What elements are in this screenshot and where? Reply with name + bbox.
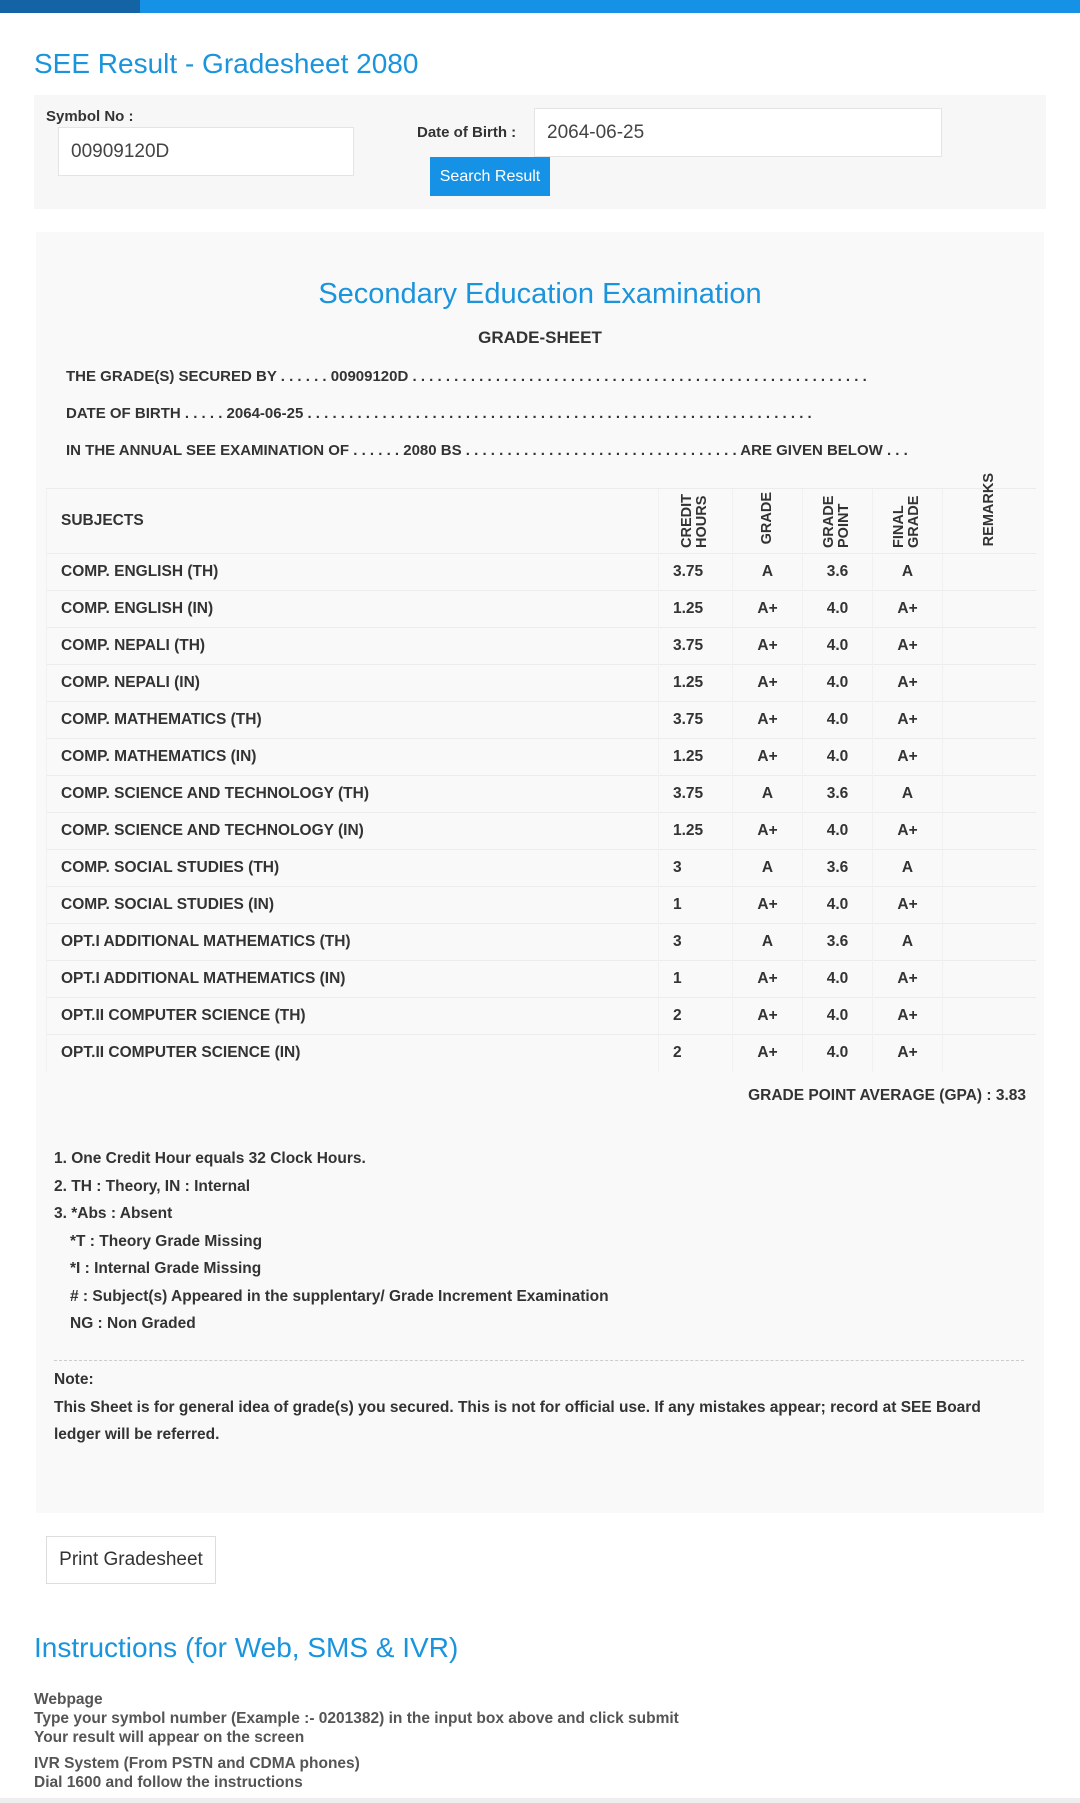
table-row	[47, 924, 1037, 961]
cell-subject: COMP. SOCIAL STUDIES (TH)	[47, 850, 659, 887]
search-result-button[interactable]: Search Result	[430, 157, 550, 196]
cell-credit-hours: 3	[659, 850, 733, 887]
cell-grade-point: 4.0	[803, 665, 873, 702]
cell-grade: A	[733, 924, 803, 961]
dob-label: Date of Birth :	[417, 124, 517, 141]
ivr-step-1: Dial 1600 and follow the instructions	[34, 1774, 303, 1791]
cell-grade: A+	[733, 887, 803, 924]
web-title: Webpage	[34, 1691, 103, 1708]
legend-item: NG : Non Graded	[70, 1315, 196, 1332]
gradesheet-subheading: GRADE-SHEET	[478, 328, 602, 347]
cell-final-grade: A	[873, 924, 943, 961]
cell-subject: COMP. MATHEMATICS (IN)	[47, 739, 659, 776]
bottom-bar	[0, 1798, 1080, 1803]
cell-grade-point: 4.0	[803, 998, 873, 1035]
cell-remarks	[943, 850, 1037, 887]
cell-credit-hours: 1	[659, 887, 733, 924]
cell-final-grade: A+	[873, 813, 943, 850]
instructions-title: Instructions (for Web, SMS & IVR)	[34, 1632, 459, 1663]
cell-remarks	[943, 739, 1037, 776]
col-grade: GRADE	[733, 489, 803, 554]
legend-item: *T : Theory Grade Missing	[70, 1232, 263, 1250]
cell-grade-point: 4.0	[803, 813, 873, 850]
cell-grade: A	[733, 554, 803, 591]
cell-remarks	[943, 591, 1037, 628]
cell-subject: COMP. MATHEMATICS (TH)	[47, 702, 659, 739]
cell-credit-hours: 3.75	[659, 628, 733, 665]
cell-final-grade: A+	[873, 1035, 943, 1072]
cell-final-grade: A	[873, 850, 943, 887]
cell-grade-point: 4.0	[803, 628, 873, 665]
dob-line: DATE OF BIRTH . . . . . 2064-06-25 . . . . . . . . . . . . . . . . . . . . . . . . . . . . . . . . . . . . . . . . . . . . . . . . . . . . . . . . . . . . .	[66, 405, 812, 422]
cell-subject: OPT.I ADDITIONAL MATHEMATICS (TH)	[47, 924, 659, 961]
col-grade-point: GRADE POINT	[803, 489, 873, 554]
cell-grade: A	[733, 850, 803, 887]
cell-grade: A	[733, 776, 803, 813]
cell-grade: A+	[733, 702, 803, 739]
cell-grade: A+	[733, 739, 803, 776]
cell-remarks	[943, 1035, 1037, 1072]
cell-remarks	[943, 998, 1037, 1035]
cell-grade: A+	[733, 813, 803, 850]
cell-grade-point: 3.6	[803, 924, 873, 961]
cell-credit-hours: 1.25	[659, 739, 733, 776]
cell-subject: COMP. SCIENCE AND TECHNOLOGY (IN)	[47, 813, 659, 850]
cell-remarks	[943, 554, 1037, 591]
table-row	[47, 554, 1037, 591]
cell-final-grade: A+	[873, 591, 943, 628]
col-final-grade: FINAL GRADE	[873, 489, 943, 554]
cell-grade: A+	[733, 1035, 803, 1072]
cell-grade-point: 4.0	[803, 739, 873, 776]
cell-remarks	[943, 665, 1037, 702]
table-row	[47, 702, 1037, 739]
symbol-label: Symbol No :	[46, 108, 134, 125]
cell-final-grade: A	[873, 776, 943, 813]
cell-subject: COMP. SCIENCE AND TECHNOLOGY (TH)	[47, 776, 659, 813]
cell-remarks	[943, 702, 1037, 739]
col-remarks: REMARKS	[943, 489, 1037, 554]
table-row	[47, 998, 1037, 1035]
symbol-input[interactable]: 00909120D	[58, 127, 354, 176]
legend-item: 2. TH : Theory, IN : Internal	[54, 1177, 251, 1195]
dob-input[interactable]: 2064-06-25	[534, 108, 942, 157]
cell-credit-hours: 1.25	[659, 665, 733, 702]
cell-final-grade: A	[873, 554, 943, 591]
cell-subject: OPT.II COMPUTER SCIENCE (IN)	[47, 1035, 659, 1072]
cell-grade-point: 4.0	[803, 961, 873, 998]
legend-item: *I : Internal Grade Missing	[70, 1260, 262, 1277]
cell-grade: A+	[733, 628, 803, 665]
cell-subject: OPT.I ADDITIONAL MATHEMATICS (IN)	[47, 961, 659, 998]
instructions-webpage	[34, 1690, 679, 1747]
cell-grade: A+	[733, 591, 803, 628]
col-credit-hours: CREDIT HOURS	[659, 489, 733, 554]
note-title: Note:	[54, 1371, 94, 1388]
cell-credit-hours: 3.75	[659, 776, 733, 813]
table-row	[47, 665, 1037, 702]
table-row	[47, 850, 1037, 887]
cell-grade-point: 4.0	[803, 1035, 873, 1072]
cell-grade-point: 3.6	[803, 776, 873, 813]
cell-grade-point: 4.0	[803, 887, 873, 924]
cell-subject: COMP. SOCIAL STUDIES (IN)	[47, 887, 659, 924]
note-text: This Sheet is for general idea of grade(s) you secured. This is not for official use. If any mistakes appear; record at SEE Board ledger will be referred.	[54, 1398, 981, 1443]
cell-grade-point: 3.6	[803, 554, 873, 591]
secured-by-line: THE GRADE(S) SECURED BY . . . . . . 00909120D . . . . . . . . . . . . . . . . . . . . . . . . . . . . . . . . . . . . . . . . . . . . . . . . . . . . . . .	[66, 368, 867, 385]
cell-remarks	[943, 776, 1037, 813]
cell-subject: COMP. ENGLISH (TH)	[47, 554, 659, 591]
cell-final-grade: A+	[873, 998, 943, 1035]
page-title: SEE Result - Gradesheet 2080	[34, 48, 419, 79]
cell-subject: COMP. NEPALI (IN)	[47, 665, 659, 702]
cell-credit-hours: 1.25	[659, 591, 733, 628]
cell-final-grade: A+	[873, 628, 943, 665]
table-row	[47, 1035, 1037, 1072]
cell-remarks	[943, 924, 1037, 961]
cell-credit-hours: 1	[659, 961, 733, 998]
divider	[54, 1360, 1024, 1361]
legend-notes	[54, 1145, 609, 1338]
legend-item: # : Subject(s) Appeared in the supplentary/ Grade Increment Examination	[70, 1287, 609, 1305]
cell-final-grade: A+	[873, 665, 943, 702]
cell-grade: A+	[733, 961, 803, 998]
cell-credit-hours: 3	[659, 924, 733, 961]
instructions-ivr	[34, 1754, 360, 1792]
search-form	[34, 95, 1046, 209]
cell-grade: A+	[733, 998, 803, 1035]
cell-final-grade: A+	[873, 702, 943, 739]
cell-grade-point: 3.6	[803, 850, 873, 887]
cell-credit-hours: 2	[659, 1035, 733, 1072]
cell-credit-hours: 1.25	[659, 813, 733, 850]
legend-item: 1. One Credit Hour equals 32 Clock Hours.	[54, 1150, 366, 1167]
cell-subject: COMP. ENGLISH (IN)	[47, 591, 659, 628]
table-row	[47, 813, 1037, 850]
table-row	[47, 628, 1037, 665]
web-step-2: Your result will appear on the screen	[34, 1729, 305, 1746]
top-bar-accent	[0, 0, 140, 13]
top-bar	[0, 0, 1080, 13]
web-step-1: Type your symbol number (Example :- 0201382) in the input box above and click submit	[34, 1710, 679, 1727]
table-row	[47, 591, 1037, 628]
exam-line: IN THE ANNUAL SEE EXAMINATION OF . . . . . . 2080 BS . . . . . . . . . . . . . . . . . . . . . . . . . . . . . . . . . ARE GIVEN BELOW . . .	[66, 442, 908, 459]
cell-remarks	[943, 961, 1037, 998]
table-row	[47, 739, 1037, 776]
gradesheet-panel	[36, 232, 1044, 1513]
cell-remarks	[943, 887, 1037, 924]
ivr-title: IVR System (From PSTN and CDMA phones)	[34, 1755, 360, 1772]
cell-grade-point: 4.0	[803, 591, 873, 628]
cell-credit-hours: 2	[659, 998, 733, 1035]
table-row	[47, 961, 1037, 998]
legend-item: 3. *Abs : Absent	[54, 1205, 173, 1222]
print-gradesheet-button[interactable]: Print Gradesheet	[46, 1536, 216, 1584]
cell-remarks	[943, 628, 1037, 665]
cell-credit-hours: 3.75	[659, 554, 733, 591]
cell-grade: A+	[733, 665, 803, 702]
cell-credit-hours: 3.75	[659, 702, 733, 739]
cell-final-grade: A+	[873, 961, 943, 998]
table-row	[47, 887, 1037, 924]
cell-grade-point: 4.0	[803, 702, 873, 739]
table-row	[47, 776, 1037, 813]
cell-subject: OPT.II COMPUTER SCIENCE (TH)	[47, 998, 659, 1035]
cell-final-grade: A+	[873, 887, 943, 924]
note	[54, 1366, 1029, 1449]
cell-remarks	[943, 813, 1037, 850]
col-subjects: SUBJECTS	[47, 489, 659, 554]
exam-heading: Secondary Education Examination	[318, 278, 762, 310]
cell-final-grade: A+	[873, 739, 943, 776]
grades-table	[46, 473, 1036, 1072]
cell-subject: COMP. NEPALI (TH)	[47, 628, 659, 665]
gpa: GRADE POINT AVERAGE (GPA) : 3.83	[748, 1087, 1026, 1104]
